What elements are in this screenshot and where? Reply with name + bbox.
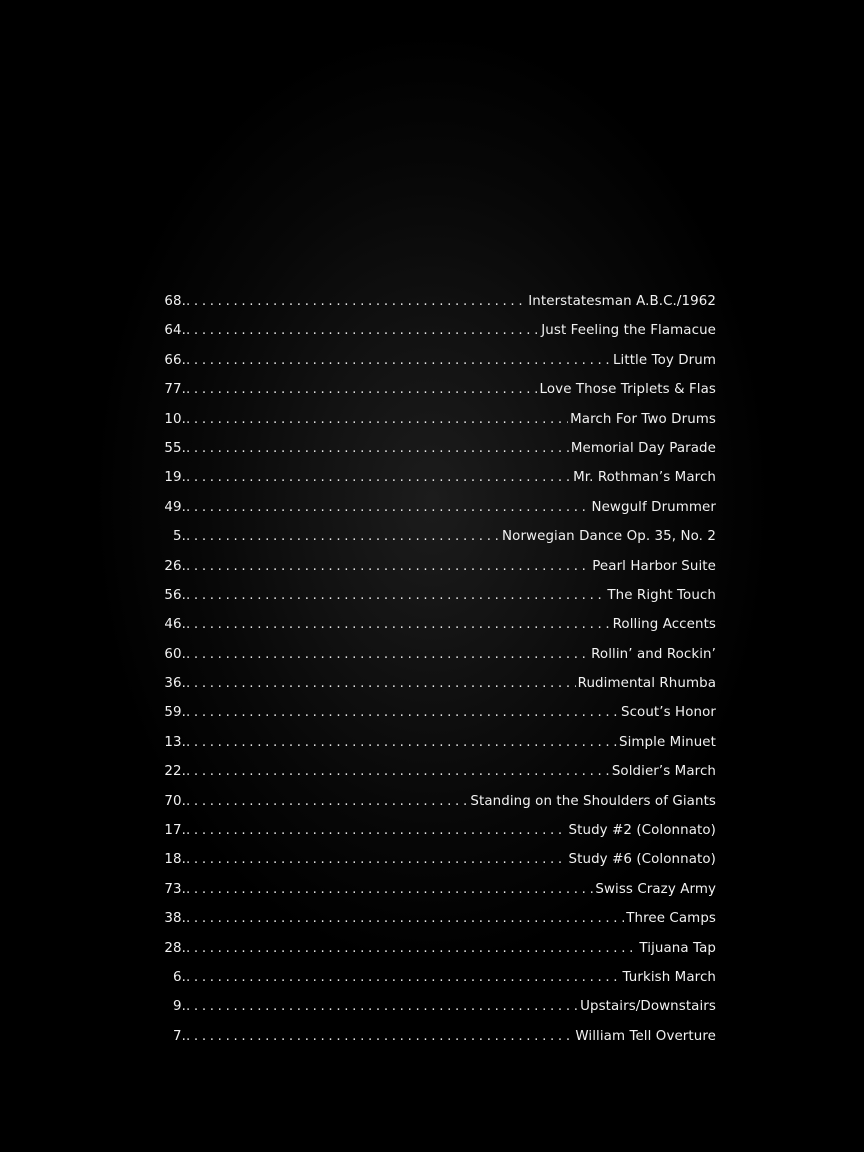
dot-leader — [186, 346, 611, 375]
piece-title: Soldier’s March — [611, 764, 716, 780]
page-number: 22. — [164, 764, 186, 780]
piece-title: Interstatesman A.B.C./1962 — [528, 294, 716, 309]
page-number: 36. — [164, 676, 186, 692]
dot-leader — [186, 552, 590, 581]
piece-title: Scout’s Honor — [620, 705, 716, 721]
index-entry — [162, 552, 716, 581]
piece-title: Turkish March — [622, 969, 716, 985]
index-entry — [162, 375, 716, 404]
index-entry — [162, 405, 716, 434]
piece-title: Norwegian Dance Op. 35, No. 2 — [502, 529, 716, 545]
page-number: 26. — [164, 558, 186, 574]
page-number: 17. — [164, 823, 186, 839]
page-number: 46. — [164, 617, 186, 633]
page-number: 49. — [164, 499, 186, 515]
dot-leader — [186, 493, 589, 522]
index-entry — [162, 640, 716, 669]
dot-leader — [186, 698, 619, 727]
index-entry — [162, 316, 716, 345]
piece-title: Simple Minuet — [618, 734, 716, 750]
page-number: 56. — [164, 587, 186, 603]
page-number: 5. — [173, 529, 186, 545]
page-number: 70. — [164, 793, 186, 809]
dot-leader — [186, 904, 624, 933]
dot-leader — [186, 316, 539, 345]
index-entry — [162, 963, 716, 992]
index-entry — [162, 522, 716, 551]
dot-leader — [186, 963, 621, 992]
piece-title: Rudimental Rhumba — [577, 676, 716, 692]
index-entry — [162, 346, 716, 375]
piece-title: Study #2 (Colonnato) — [568, 823, 716, 839]
dot-leader — [186, 287, 526, 316]
page-number: 66. — [164, 352, 186, 368]
dot-leader — [186, 375, 538, 404]
dot-leader — [186, 816, 567, 845]
index-entry — [162, 581, 716, 610]
index-entry — [162, 493, 716, 522]
piece-title: Standing on the Shoulders of Giants — [470, 793, 716, 809]
page-number: 6. — [173, 969, 186, 985]
page-number: 19. — [164, 470, 186, 486]
index-entry — [162, 434, 716, 463]
dot-leader — [186, 992, 578, 1021]
page-number: 38. — [164, 911, 186, 927]
page-number: 77. — [164, 382, 186, 398]
index-entry — [162, 669, 716, 698]
page-number: 73. — [164, 881, 186, 897]
piece-title: The Right Touch — [607, 587, 716, 603]
index-entry — [162, 992, 716, 1021]
page-number: 7. — [173, 1028, 186, 1044]
dot-leader — [186, 757, 610, 786]
dot-leader — [186, 463, 571, 492]
dot-leader — [186, 610, 611, 639]
piece-title: Love Those Triplets & Flas — [539, 382, 716, 398]
dot-leader — [186, 434, 569, 463]
piece-title: Upstairs/Downstairs — [580, 999, 716, 1015]
piece-title: William Tell Overture — [575, 1028, 716, 1044]
dot-leader — [186, 728, 617, 757]
piece-title: March For Two Drums — [570, 411, 716, 427]
piece-title: Study #6 (Colonnato) — [568, 852, 716, 868]
index-entry — [162, 845, 716, 874]
index-entry — [162, 1022, 716, 1051]
index-entry — [162, 934, 716, 963]
index-entry — [162, 904, 716, 933]
piece-title: Little Toy Drum — [612, 352, 716, 368]
dot-leader — [186, 640, 589, 669]
piece-title: Rolling Accents — [612, 617, 716, 633]
index-entry — [162, 287, 716, 316]
page-number: 10. — [164, 411, 186, 427]
dot-leader — [186, 934, 637, 963]
page-number: 28. — [164, 940, 186, 956]
index-entry — [162, 610, 716, 639]
piece-title: Pearl Harbor Suite — [592, 558, 716, 574]
page-number: 59. — [164, 705, 186, 721]
dot-leader — [186, 787, 468, 816]
piece-title: Mr. Rothman’s March — [573, 470, 716, 486]
index-entry — [162, 463, 716, 492]
dot-leader — [186, 875, 593, 904]
dot-leader — [186, 522, 500, 551]
index-entry — [162, 757, 716, 786]
index-entry — [162, 875, 716, 904]
index-entry — [162, 698, 716, 727]
page-number: 9. — [173, 999, 186, 1015]
page-number: 64. — [164, 323, 186, 339]
title-index-list — [162, 287, 716, 1051]
page-number: 18. — [164, 852, 186, 868]
piece-title: Three Camps — [626, 911, 716, 927]
piece-title: Rollin’ and Rockin’ — [591, 646, 716, 662]
dot-leader — [186, 669, 576, 698]
dot-leader — [186, 405, 568, 434]
piece-title: Newgulf Drummer — [591, 499, 716, 515]
dot-leader — [186, 845, 567, 874]
piece-title: Tijuana Tap — [639, 940, 716, 956]
piece-title: Memorial Day Parade — [570, 440, 716, 456]
dot-leader — [186, 1022, 573, 1051]
piece-title: Swiss Crazy Army — [595, 881, 716, 897]
page-number: 13. — [164, 734, 186, 750]
page-number: 68. — [164, 294, 186, 309]
index-entry — [162, 787, 716, 816]
piece-title: Just Feeling the Flamacue — [541, 323, 716, 339]
page-number: 60. — [164, 646, 186, 662]
index-entry — [162, 728, 716, 757]
page-number: 55. — [164, 440, 186, 456]
index-entry — [162, 816, 716, 845]
dot-leader — [186, 581, 605, 610]
